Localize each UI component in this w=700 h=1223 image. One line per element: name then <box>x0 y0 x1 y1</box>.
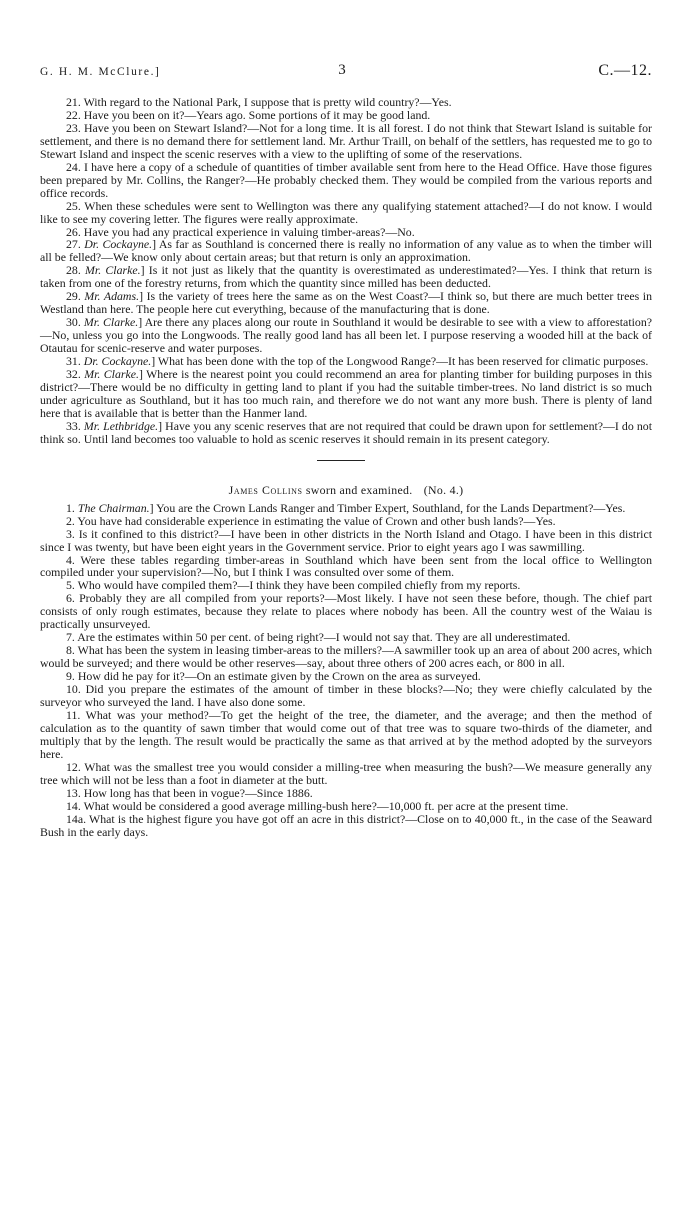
speaker-name: Dr. Cockayne. <box>84 237 153 252</box>
question-number: 25. <box>66 198 81 213</box>
speaker-name: The Chairman. <box>77 500 150 515</box>
witness-sworn-text: sworn and examined. <box>305 482 413 497</box>
question-paragraph <box>40 813 652 839</box>
question-number: 30. <box>66 315 81 330</box>
question-number: 6. <box>66 591 75 606</box>
question-text: You have had considerable experience in estimating the value of Crown and other bush lands?—Yes. <box>77 513 556 528</box>
question-number: 4. <box>66 552 75 567</box>
question-text: What has been the system in leasing timber-areas to the millers?—A sawmiller took up an area of about 200 acres, which would be surveyed; and there would be other reserves—say, about three others of 200 acres each, or 800 in all. <box>40 643 652 671</box>
speaker-name: Mr. Adams. <box>84 289 140 304</box>
question-text: With regard to the National Park, I suppose that is pretty wild country?—Yes. <box>83 95 452 109</box>
question-text: What is the highest figure you have got off an acre in this district?—Close on to 40,000 ft., in the case of the Seaward Bush in the early days. <box>40 811 652 839</box>
question-text: Probably they are all compiled from your reports?—Most likely. I have not seen these before, though. The chief part consists of only rough estimates, because they relate to places where nobody has been. All the country west of the Waiau is practically unsurveyed. <box>40 591 652 632</box>
question-text: What was your method?—To get the height of the tree, the diameter, and the average; and then the method of calculation as to the quantity of sawn timber that would come out of that tree was to square two-thirds of the diameter, and multiply that by the length. The result would be practically the same as that arrived at by the method adopted by the surveyors here. <box>40 707 652 761</box>
question-paragraph: 32. Mr. Clarke.] Where is the nearest point you could recommend an area for planting timber for building purposes in this district?—There would be no difficulty in getting land to plant if you had the suitable timber-trees. No land district is so much under agriculture as Southland, but it has too much rain, and therefore we do not want any more bush. There is plenty of land here that is available that is better than the Hanmer land. <box>40 367 652 420</box>
question-paragraph <box>40 683 652 709</box>
question-number: 22. <box>66 107 81 122</box>
question-paragraph: 27. Dr. Cockayne.] As far as Southland is concerned there is really no information of any value as to when the timber will all be felled?—We know only about certain areas; but that return is only an approximation. <box>40 237 652 265</box>
question-number: 27. <box>66 237 81 252</box>
question-text: Are the estimates within 50 per cent. of being right?—I would not say that. They are all underestimated. <box>77 630 571 645</box>
question-paragraph <box>40 122 652 161</box>
question-text: Are there any places along our route in Southland it would be desirable to see with a view to afforestation?—No, unless you go into the Longwoods. The really good land has all been let. I purpose reserving a wooded hill at the back of Otautau for scenic-reserve and water purposes. <box>40 315 652 356</box>
speaker-name: Dr. Cockayne. <box>83 354 152 369</box>
question-paragraph <box>40 709 652 761</box>
speaker-name: Mr. Clarke. <box>85 263 141 278</box>
witness-name: James Collins <box>228 482 303 497</box>
question-paragraph: 31. Dr. Cockayne.] What has been done with the top of the Longwood Range?—It has been reserved for climatic purposes. <box>66 354 649 369</box>
divider-rule <box>317 460 365 461</box>
question-text: What has been done with the top of the Longwood Range?—It has been reserved for climatic purposes. <box>157 354 649 369</box>
witness-heading <box>40 484 652 497</box>
question-number: 26. <box>66 224 81 239</box>
question-text: You are the Crown Lands Ranger and Timber Expert, Southland, for the Lands Department?—Yes. <box>156 500 626 515</box>
question-text: What would be considered a good average milling-bush here?—10,000 ft. per acre at the present time. <box>83 798 569 813</box>
question-number: 13. <box>66 785 81 800</box>
question-paragraph <box>40 592 652 631</box>
question-number: 31. <box>66 354 81 369</box>
question-text: When these schedules were sent to Wellington was there any qualifying statement attached?—I do not know. I would like to see my covering letter. The figures were really approximate. <box>40 198 652 226</box>
question-number: 2. <box>66 513 75 528</box>
question-number: 9. <box>66 669 75 684</box>
question-number: 1. <box>66 500 75 515</box>
question-text: Have you had any practical experience in valuing timber-areas?—No. <box>83 224 415 239</box>
question-text: Is it not just as likely that the quantity is overestimated as underestimated?—Yes. I think that return is taken from one of the forestry returns, from which the quantity since milled has been deducted. <box>40 263 652 291</box>
question-text: Where is the nearest point you could recommend an area for planting timber for building purposes in this district?—There would be no difficulty in getting land to plant if you had the suitable timber-trees. No land district is so much under agriculture as Southland, but it has too much rain, and therefore we do not want any more bush. There is plenty of land here that is available that is better than the Hanmer land. <box>40 367 652 420</box>
question-text: Have you been on it?—Years ago. Some portions of it may be good land. <box>83 107 431 122</box>
testimony-collins <box>40 502 652 839</box>
speaker-name: Mr. Lethbridge. <box>83 418 159 433</box>
page-header <box>40 62 652 84</box>
question-text: How long has that been in vogue?—Since 1886. <box>83 785 313 800</box>
question-number: 12. <box>66 759 81 774</box>
question-text: Is the variety of trees here the same as on the West Coast?—I think so, but there are much better trees in Westland than here. The people here cut everything, because of the manufacturing that is done. <box>40 289 653 317</box>
testimony-mcclure <box>40 96 652 446</box>
question-text: What was the smallest tree you would consider a milling-tree when measuring the bush?—We measure generally any tree which will not be less than a foot in diameter at the butt. <box>40 759 652 787</box>
question-number: 32. <box>66 367 81 382</box>
question-text: Who would have compiled them?—I think they have been compiled chiefly from my reports. <box>77 578 521 593</box>
question-text: As far as Southland is concerned there is really no information of any value as to when the timber will all be felled?—We know only about certain areas; but that return is only an approximation. <box>40 237 652 265</box>
question-paragraph: 28. Mr. Clarke.] Is it not just as likely that the quantity is overestimated as underestimated?—Yes. I think that return is taken from one of the forestry returns, from which the quantity since milled has been deducted. <box>40 263 652 291</box>
section-divider <box>40 446 652 484</box>
question-number: 28. <box>66 263 81 278</box>
question-number: 8. <box>66 643 75 658</box>
question-number: 14a. <box>66 811 87 826</box>
document-body <box>40 96 652 838</box>
question-number: 11. <box>66 707 81 722</box>
question-paragraph <box>40 200 652 226</box>
question-number: 33. <box>66 418 81 433</box>
speaker-name: Mr. Clarke. <box>84 367 139 382</box>
question-paragraph <box>40 761 652 787</box>
witness-number: (No. 4.) <box>423 482 464 497</box>
question-paragraph <box>40 554 652 580</box>
question-paragraph <box>40 528 652 554</box>
document-reference: C.—12. <box>598 62 652 79</box>
question-paragraph <box>40 161 652 200</box>
question-text: How did he pay for it?—On an estimate given by the Crown on the area as surveyed. <box>77 669 481 684</box>
question-text: I have here a copy of a schedule of quantities of timber available sent from here to the Head Office. Have those figures been prepared by Mr. Collins, the Ranger?—He probably checked them. They would be compiled from the various reports and office records. <box>40 159 652 200</box>
question-text: Have you any scenic reserves that are not required that could be drawn upon for settlement?—I do not think so. Until land becomes too valuable to hold as scenic reserves it should remain in its present category. <box>40 418 653 446</box>
question-text: Were these tables regarding timber-areas in Southland which have been sent from the local office to Wellington compiled under your supervision?—No, but I think I was consulted over some of them. <box>40 552 652 580</box>
question-paragraph: 33. Mr. Lethbridge.] Have you any scenic reserves that are not required that could be drawn upon for settlement?—I do not think so. Until land becomes too valuable to hold as scenic reserves it should remain in its present category. <box>40 418 653 446</box>
question-number: 10. <box>66 682 81 697</box>
question-number: 7. <box>66 630 75 645</box>
question-number: 5. <box>66 578 75 593</box>
question-number: 23. <box>66 120 81 135</box>
page-number: 3 <box>338 62 346 78</box>
question-paragraph <box>40 644 652 670</box>
question-text: Did you prepare the estimates of the amount of timber in these blocks?—No; they were chiefly calculated by the surveyor who surveyed the land. I have also done some. <box>40 682 652 709</box>
question-paragraph: 1. The Chairman.] You are the Crown Lands Ranger and Timber Expert, Southland, for the Lands Department?—Yes. <box>66 500 626 515</box>
question-text: Have you been on Stewart Island?—Not for a long time. It is all forest. I do not think that Stewart Island is suitable for settlement, and there is no demand there for settlement land. Mr. Arthur Traill, on behalf of the settlers, has requested me to go to Stewart Island and inspect the scenic reserves with a view to the uplifting of some of the reservations. <box>40 120 652 161</box>
question-paragraph: 29. Mr. Adams.] Is the variety of trees here the same as on the West Coast?—I think so, but there are much better trees in Westland than here. The people here cut everything, because of the manufacturing that is done. <box>40 289 653 317</box>
header-witness-name: G. H. M. McClure.] <box>40 66 161 78</box>
question-number: 3. <box>66 526 75 541</box>
question-number: 21. <box>66 95 81 109</box>
question-number: 14. <box>66 798 81 813</box>
question-paragraph: 30. Mr. Clarke.] Are there any places along our route in Southland it would be desirable to see with a view to afforestation?—No, unless you go into the Longwoods. The really good land has all been let. I purpose reserving a wooded hill at the back of Otautau for scenic-reserve and water purposes. <box>40 315 652 356</box>
speaker-name: Mr. Clarke. <box>83 315 139 330</box>
question-number: 29. <box>66 289 81 304</box>
question-text: Is it confined to this district?—I have been in other districts in the North Island and Otago. I have been in this district since I was twenty, but have been eight years in the Government service. Prior to eight years ago I was sawmilling. <box>40 526 652 554</box>
question-number: 24. <box>66 159 81 174</box>
